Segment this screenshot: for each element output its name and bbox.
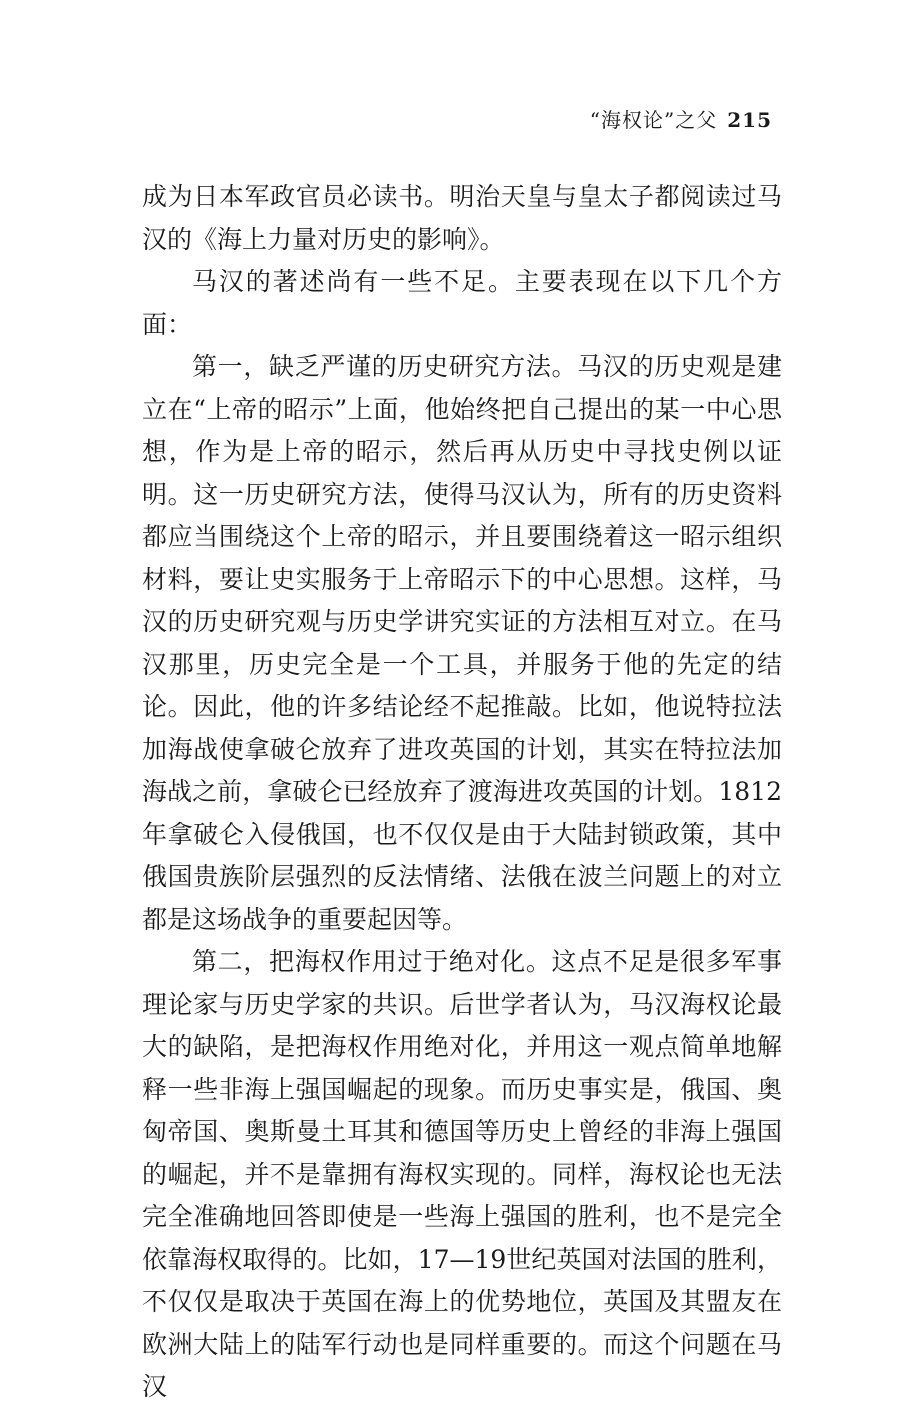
paragraph: 成为日本军政官员必读书。明治天皇与皇太子都阅读过马汉的《海上力量对历史的影响》。 [142, 182, 782, 254]
body-text [142, 176, 782, 1409]
paragraph: 马汉的著述尚有一些不足。主要表现在以下几个方面： [142, 267, 782, 339]
running-header [590, 104, 772, 133]
running-title: “海权论”之父 [589, 108, 718, 132]
paragraph: 第一，缺乏严谨的历史研究方法。马汉的历史观是建立在“上帝的昭示”上面，他始终把自己提出的某一中心思想，作为是上帝的昭示，然后再从历史中寻找史例以证明。这一历史研究方法，使得马汉认为，所有的历史资料都应当围绕这个上帝的昭示，并且要围绕着这一昭示组织材料，要让史实服务于上帝昭示下的中心思想。这样，马汉的历史研究观与历史学讲究实证的方法相互对立。在马汉那里，历史完全是一个工具，并服务于他的先定的结论。因此，他的许多结论经不起推敲。比如，他说特拉法加海战使拿破仑放弃了进攻英国的计划，其实在特拉法加海战之前，拿破仑已经放弃了渡海进攻英国的计划。1812年拿破仑入侵俄国，也不仅仅是由于大陆封锁政策，其中俄国贵族阶层强烈的反法情绪、法俄在波兰问题上的对立都是这场战争的重要起因等。 [142, 352, 782, 934]
paragraph: 第二，把海权作用过于绝对化。这点不足是很多军事理论家与历史学家的共识。后世学者认为，马汉海权论最大的缺陷，是把海权作用绝对化，并用这一观点简单地解释一些非海上强国崛起的现象。而历史事实是，俄国、奥匈帝国、奥斯曼土耳其和德国等历史上曾经的非海上强国的崛起，并不是靠拥有海权实现的。同样，海权论也无法完全准确地回答即使是一些海上强国的胜利，也不是完全依靠海权取得的。比如，17—19世纪英国对法国的胜利，不仅仅是取决于英国在海上的优势地位，英国及其盟友在欧洲大陆上的陆军行动也是同样重要的。而这个问题在马汉 [142, 947, 782, 1401]
page-number: 215 [727, 108, 772, 132]
